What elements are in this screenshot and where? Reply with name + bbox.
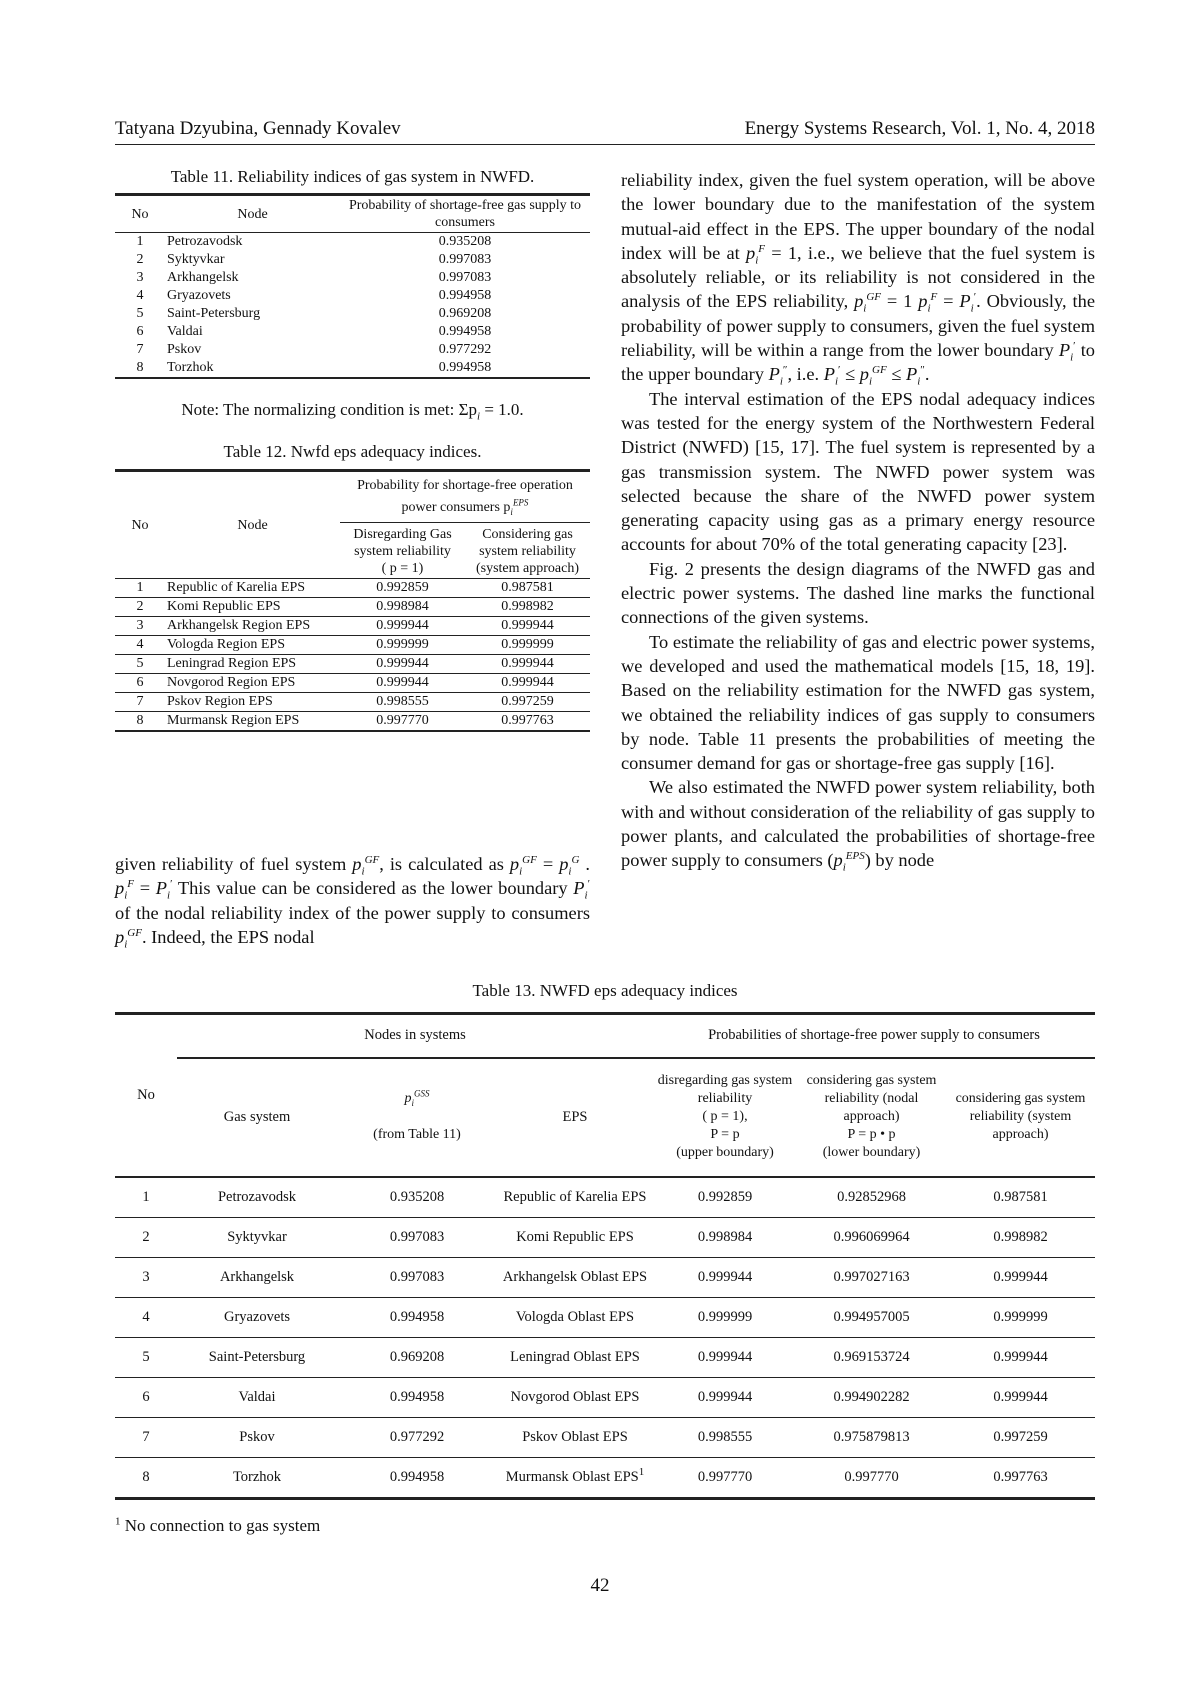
table13-header-nodal: considering gas system reliability (nodal approach) P = p • p (lower boundary) <box>806 1073 937 1160</box>
gas-node: Arkhangelsk <box>177 1257 337 1297</box>
table-row <box>115 1177 1095 1218</box>
running-header <box>115 118 1095 145</box>
row-number: 6 <box>115 1377 177 1417</box>
eps-node: Leningrad Oblast EPS <box>497 1337 653 1377</box>
table13-footnote: $^1$ No connection to gas system <box>115 1515 321 1535</box>
right-paragraph-4: To estimate the reliability of gas and electric power systems, we developed and used the mathematical models [15, 18, 19]. Based on the reliability estimation for the NWFD gas system, we obtained the reliability indices of gas supply to consumers by node. Table 11 presents the probabilities of meeting the consumer demand for gas or shortage-free gas supply [16]. <box>621 631 1095 774</box>
prob-disregarding: 0.999944 <box>376 656 429 671</box>
prob-upper: 0.999944 <box>653 1257 797 1297</box>
gas-probability: 0.994958 <box>438 324 492 339</box>
prob-lower: 0.997770 <box>797 1457 946 1498</box>
node-name: Republic of Karelia EPS <box>167 580 306 595</box>
left-paragraph: given reliability of fuel system $p_i^{GF}$, is calculated as $p_i^{GF} = p_i^G$ . $p_i^F = P_i'$ This value can be considered as the lower boundary $P_i'$ of the nodal reliability index of the power supply to consumers $p_i^{GF}$. Indeed, the EPS nodal <box>115 853 591 951</box>
gas-probability: 0.994958 <box>438 360 492 375</box>
table11-note: Note: The normalizing condition is met: $\Sigma p_i = 1.0$. <box>181 400 524 423</box>
table11 <box>115 193 590 379</box>
gas-probability: 0.969208 <box>438 306 492 321</box>
node-name: Leningrad Region EPS <box>167 656 297 671</box>
table-row <box>115 1257 1095 1297</box>
node-name: Valdai <box>167 324 203 339</box>
eps-node: Arkhangelsk Oblast EPS <box>497 1257 653 1297</box>
prob-lower: 0.997027163 <box>797 1257 946 1297</box>
prob-system: 0.998982 <box>946 1217 1095 1257</box>
gas-probability: 0.977292 <box>438 342 492 357</box>
row-number: 1 <box>115 1177 177 1218</box>
prob-considering: 0.999944 <box>501 618 554 633</box>
eps-node: Republic of Karelia EPS <box>497 1177 653 1218</box>
row-number: 6 <box>136 324 144 339</box>
table11-header-node: Node <box>237 206 268 222</box>
table-row <box>115 636 590 655</box>
table12-header-prob: Probability for shortage-free operation power consumers $p_i^{EPS}$ <box>340 471 590 523</box>
prob-upper: 0.998555 <box>653 1417 797 1457</box>
table-row <box>115 287 590 305</box>
right-paragraph-2: The interval estimation of the EPS nodal adequacy indices was tested for the energy system of the Northwestern Federal District (NWFD) [15, 17]. The fuel system is represented by a gas transmission system. The NWFD power system was selected because the share of the NWFD power system generating capacity using gas as a primary energy resource accounts for about 70% of the total generating capacity [23]. <box>621 388 1095 555</box>
node-name: Pskov <box>167 342 202 357</box>
node-name: Murmansk Region EPS <box>167 713 300 728</box>
prob-upper: 0.992859 <box>653 1177 797 1218</box>
node-name: Arkhangelsk <box>167 270 239 285</box>
table-row <box>115 693 590 712</box>
prob-disregarding: 0.999999 <box>376 637 429 652</box>
node-name: Torzhok <box>167 360 214 375</box>
gas-node: Valdai <box>177 1377 337 1417</box>
prob-system: 0.997763 <box>946 1457 1095 1498</box>
gas-probability: 0.997083 <box>337 1217 497 1257</box>
prob-system: 0.999944 <box>946 1257 1095 1297</box>
table13 <box>115 1012 1095 1500</box>
table13-header-disregard: disregarding gas system reliability ( p = 1), P = p (upper boundary) <box>657 1073 793 1160</box>
eps-node: Pskov Oblast EPS <box>497 1417 653 1457</box>
prob-upper: 0.999999 <box>653 1297 797 1337</box>
table13-header-system: considering gas system reliability (system approach) <box>955 1091 1086 1142</box>
header-journal: Energy Systems Research, Vol. 1, No. 4, 2018 <box>744 118 1095 139</box>
table-row <box>115 712 590 732</box>
row-number: 7 <box>115 1417 177 1457</box>
right-paragraph-1: reliability index, given the fuel system operation, will be above the lower boundary due to the manifestation of the system mutual-aid effect in the EPS. The upper boundary of the nodal index will be at $p_i^F = 1$, i.e., we believe that the fuel system is absolutely reliable, or its reliability is not considered in the analysis of the EPS reliability, $p_i^{GF} = 1$ $p_i^F = P_i'$. Obviously, the probability of power supply to consumers, given the fuel system reliability, will be within a range from the lower boundary $P_i'$ to the upper boundary $P_i''$, i.e. $P_i' \le p_i^{GF} \le P_i''$. <box>621 170 1095 389</box>
eps-node: Vologda Oblast EPS <box>497 1297 653 1337</box>
prob-considering: 0.998982 <box>501 599 554 614</box>
eps-node: Novgorod Oblast EPS <box>497 1377 653 1417</box>
table-row <box>115 1217 1095 1257</box>
gas-probability: 0.935208 <box>337 1177 497 1218</box>
row-number: 7 <box>136 694 144 709</box>
gas-probability: 0.935208 <box>438 234 492 249</box>
prob-disregarding: 0.999944 <box>376 675 429 690</box>
eps-node: Murmansk Oblast EPS$^1$ <box>497 1457 653 1498</box>
prob-upper: 0.997770 <box>653 1457 797 1498</box>
table-row <box>115 269 590 287</box>
table-row <box>115 617 590 636</box>
row-number: 1 <box>136 234 144 249</box>
table-row <box>115 251 590 269</box>
gas-node: Petrozavodsk <box>177 1177 337 1218</box>
table-row <box>115 233 590 252</box>
table-row <box>115 323 590 341</box>
table13-header-probs: Probabilities of shortage-free power supply to consumers <box>653 1014 1095 1058</box>
node-name: Petrozavodsk <box>167 234 243 249</box>
row-number: 4 <box>136 288 144 303</box>
prob-considering: 0.999999 <box>501 637 554 652</box>
right-paragraph-3: Fig. 2 presents the design diagrams of the NWFD gas and electric power systems. The dashed line marks the functional connections of the given systems. <box>621 558 1095 628</box>
table-row <box>115 1297 1095 1337</box>
row-number: 3 <box>115 1257 177 1297</box>
prob-upper: 0.998984 <box>653 1217 797 1257</box>
gas-probability: 0.997083 <box>438 270 492 285</box>
gas-probability: 0.994958 <box>438 288 492 303</box>
gas-node: Saint-Petersburg <box>177 1337 337 1377</box>
prob-lower: 0.994957005 <box>797 1297 946 1337</box>
row-number: 4 <box>136 637 144 652</box>
eps-node: Komi Republic EPS <box>497 1217 653 1257</box>
prob-considering: 0.987581 <box>501 580 554 595</box>
table-row <box>115 305 590 323</box>
row-number: 2 <box>136 252 144 267</box>
right-paragraph-5: We also estimated the NWFD power system reliability, both with and without consideration of the reliability of gas supply to power plants, and calculated the probabilities of shortage-free power supply to consumers $(p_i^{EPS})$ by node <box>621 777 1095 874</box>
header-authors: Tatyana Dzyubina, Gennady Kovalev <box>115 118 401 139</box>
table-row <box>115 359 590 378</box>
row-number: 2 <box>136 599 144 614</box>
node-name: Syktyvkar <box>167 252 225 267</box>
node-name: Arkhangelsk Region EPS <box>167 618 311 633</box>
table-row <box>115 1417 1095 1457</box>
table12-caption: Table 12. Nwfd eps adequacy indices. <box>223 442 482 461</box>
table13-header-no: No <box>137 1086 155 1103</box>
prob-lower: 0.975879813 <box>797 1417 946 1457</box>
table13-header-pgss: $p_i^{GSS}$ (from Table 11) <box>373 1088 461 1142</box>
prob-lower: 0.996069964 <box>797 1217 946 1257</box>
table12-header-consider: Considering gas system reliability (system approach) <box>475 527 580 576</box>
gas-node: Pskov <box>177 1417 337 1457</box>
table13-header-gas: Gas system <box>223 1108 291 1125</box>
table-row <box>115 598 590 617</box>
table13-header-nodes: Nodes in systems <box>177 1014 653 1058</box>
row-number: 3 <box>136 618 144 633</box>
gas-node: Gryazovets <box>177 1297 337 1337</box>
row-number: 3 <box>136 270 144 285</box>
row-number: 8 <box>136 360 144 375</box>
row-number: 7 <box>136 342 144 357</box>
table-row <box>115 1377 1095 1417</box>
prob-system: 0.987581 <box>946 1177 1095 1218</box>
prob-disregarding: 0.997770 <box>376 713 429 728</box>
prob-disregarding: 0.992859 <box>376 580 429 595</box>
node-name: Komi Republic EPS <box>167 599 281 614</box>
prob-considering: 0.997763 <box>501 713 554 728</box>
prob-system: 0.999944 <box>946 1377 1095 1417</box>
row-number: 1 <box>136 580 144 595</box>
table12-header-no: No <box>131 517 149 533</box>
prob-considering: 0.997259 <box>501 694 554 709</box>
gas-probability: 0.994958 <box>337 1377 497 1417</box>
table11-caption: Table 11. Reliability indices of gas system in NWFD. <box>170 167 535 186</box>
gas-probability: 0.994958 <box>337 1297 497 1337</box>
table11-header-prob: Probability of shortage-free gas supply to consumers <box>348 198 582 230</box>
node-name: Saint-Petersburg <box>167 306 261 321</box>
prob-system: 0.997259 <box>946 1417 1095 1457</box>
row-number: 5 <box>115 1337 177 1377</box>
left-column-text <box>115 852 590 949</box>
prob-disregarding: 0.998984 <box>376 599 429 614</box>
prob-upper: 0.999944 <box>653 1377 797 1417</box>
prob-system: 0.999999 <box>946 1297 1095 1337</box>
gas-node: Syktyvkar <box>177 1217 337 1257</box>
prob-considering: 0.999944 <box>501 675 554 690</box>
node-name: Gryazovets <box>167 288 231 303</box>
table12 <box>115 469 590 732</box>
table-row <box>115 341 590 359</box>
table-row <box>115 655 590 674</box>
table12-header-node: Node <box>237 517 268 533</box>
table13-header-eps: EPS <box>562 1108 588 1125</box>
table-row <box>115 579 590 598</box>
row-number: 8 <box>115 1457 177 1498</box>
row-number: 5 <box>136 656 144 671</box>
table11-header-no: No <box>131 206 149 222</box>
right-column-text <box>621 168 1095 873</box>
row-number: 2 <box>115 1217 177 1257</box>
page-number: 42 <box>590 1575 610 1596</box>
node-name: Vologda Region EPS <box>167 637 285 652</box>
row-number: 8 <box>136 713 144 728</box>
table12-header-disregard: Disregarding Gas system reliability ( p = 1) <box>353 527 452 576</box>
gas-probability: 0.977292 <box>337 1417 497 1457</box>
prob-lower: 0.969153724 <box>797 1337 946 1377</box>
row-number: 5 <box>136 306 144 321</box>
prob-lower: 0.92852968 <box>797 1177 946 1218</box>
gas-probability: 0.969208 <box>337 1337 497 1377</box>
gas-probability: 0.997083 <box>337 1257 497 1297</box>
prob-disregarding: 0.999944 <box>376 618 429 633</box>
node-name: Novgorod Region EPS <box>167 675 296 690</box>
node-name: Pskov Region EPS <box>167 694 273 709</box>
prob-upper: 0.999944 <box>653 1337 797 1377</box>
table-row <box>115 1337 1095 1377</box>
prob-lower: 0.994902282 <box>797 1377 946 1417</box>
gas-probability: 0.997083 <box>438 252 492 267</box>
gas-probability: 0.994958 <box>337 1457 497 1498</box>
row-number: 4 <box>115 1297 177 1337</box>
table-row <box>115 674 590 693</box>
prob-considering: 0.999944 <box>501 656 554 671</box>
prob-system: 0.999944 <box>946 1337 1095 1377</box>
prob-disregarding: 0.998555 <box>376 694 429 709</box>
table-row <box>115 1457 1095 1498</box>
row-number: 6 <box>136 675 144 690</box>
table13-caption: Table 13. NWFD eps adequacy indices <box>472 981 738 1000</box>
gas-node: Torzhok <box>177 1457 337 1498</box>
